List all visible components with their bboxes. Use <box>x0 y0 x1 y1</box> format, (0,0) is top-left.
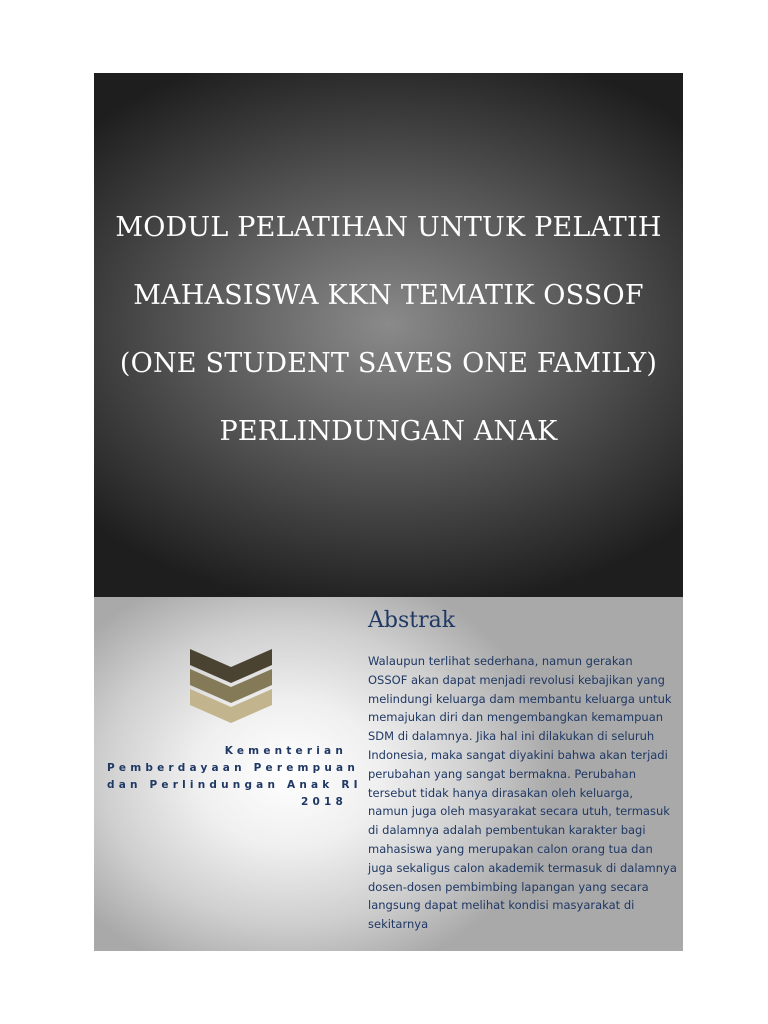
title-line: (ONE STUDENT SAVES ONE FAMILY) <box>119 348 658 379</box>
title-line: MAHASISWA KKN TEMATIK OSSOF <box>133 280 644 311</box>
abstract-line: memajukan diri dan mengembangkan kemampuan <box>368 710 664 725</box>
title-line: MODUL PELATIHAN UNTUK PELATIH <box>115 212 662 243</box>
abstract-line: tersebut tidak hanya dirasakan oleh keluarga, <box>368 785 634 800</box>
abstract-line: perubahan yang sangat bermakna. Perubahan <box>368 766 636 781</box>
cover-info-panel <box>94 597 683 951</box>
abstract-text <box>368 652 677 934</box>
abstract-line: melindungi keluarga dam membantu keluarga untuk <box>368 691 672 706</box>
abstract-line: juga sekaligus calon akademik termasuk di dalamnya <box>368 860 677 875</box>
abstract-heading: Abstrak <box>368 608 456 633</box>
abstract-line: sekitarnya <box>368 917 429 932</box>
organization-year: 2018 <box>300 796 347 808</box>
abstract-line: OSSOF akan dapat menjadi revolusi kebajikan yang <box>368 672 665 687</box>
organization-line: Pemberdayaan Perempuan <box>107 762 360 774</box>
organization-line: Kementerian <box>224 745 347 757</box>
organization-name <box>107 743 362 811</box>
cover-title <box>94 177 683 483</box>
cover-title-panel <box>94 73 683 597</box>
organization-line: dan Perlindungan Anak RI <box>107 779 362 791</box>
abstract-line: Indonesia, maka sangat diyakini bahwa akan terjadi <box>368 747 668 762</box>
abstract-line: langsung dapat melihat kondisi masyarakat di <box>368 898 635 913</box>
abstract-line: Walaupun terlihat sederhana, namun gerakan <box>368 654 633 668</box>
abstract-line: namun juga oleh masyarakat secara utuh, termasuk <box>368 804 670 819</box>
chevron-stack-icon <box>190 649 272 723</box>
title-line: PERLINDUNGAN ANAK <box>219 416 558 447</box>
abstract-line: dosen-dosen pembimbing lapangan yang secara <box>368 879 649 894</box>
abstract-line: di dalamnya adalah pembentukan karakter bagi <box>368 823 646 838</box>
abstract-line: mahasiswa yang merupakan calon orang tua dan <box>368 841 653 856</box>
abstract-line: SDM di dalamnya. Jika hal ini dilakukan di seluruh <box>368 729 655 744</box>
